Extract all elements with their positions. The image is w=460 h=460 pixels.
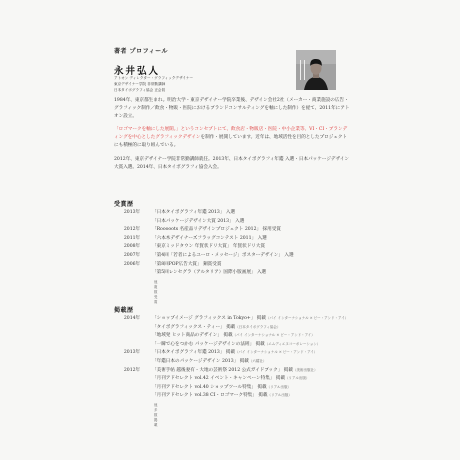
award-text: 「第4回「若者によるユーロ・メッセージ」ポスターデザイン」 入選 bbox=[152, 252, 294, 258]
publication-publisher: （リアル出版） bbox=[267, 393, 292, 398]
concept-highlight: 「ロゴマークを軸にした展開。」というコンセプトにて、飲食店・物販店・医院・中小企業等、VI・CI・ブランディングを中心としたグラフィックデザイン bbox=[114, 127, 348, 141]
publication-text: 「年鑑日本のパッケージデザイン 2013」 掲載 bbox=[152, 358, 249, 364]
author-name: 永井弘人 bbox=[114, 66, 161, 77]
publication-credit: 他 多数掲載 bbox=[154, 402, 158, 427]
publication-text: 「月刊アドセレクト vol.38 CI・ロゴマーク特集」 掲載 bbox=[152, 393, 268, 399]
award-text: 「東京ミッドタウン 年賀状ドリ大賞」 年賀状ドリ大賞 bbox=[152, 244, 266, 250]
publication-title bbox=[152, 392, 292, 398]
publication-title bbox=[152, 384, 291, 390]
award-year: 2012年 bbox=[123, 227, 141, 233]
publication-publisher: （エムディエヌコーポレーション） bbox=[264, 341, 321, 346]
awards-heading: 受賞歴 bbox=[114, 201, 134, 208]
publication-text: 「ショップイメージ グラフィックス in Tokyo+」 掲載 bbox=[152, 316, 266, 321]
publication-year: 2013年 bbox=[123, 350, 141, 356]
award-year: 2011年 bbox=[123, 235, 141, 241]
award-title bbox=[152, 243, 265, 249]
publication-publisher: （美術出版社） bbox=[292, 367, 318, 372]
award-text: 「日本パッケージデザイン大賞 2013」 入選 bbox=[152, 218, 245, 224]
concept-paragraph bbox=[114, 126, 350, 151]
publication-publisher: （パイ インターナショナル × ビー・アンド・アイ） bbox=[235, 350, 318, 355]
author-title-line: 東京デザイナー学院 非常勤講師 bbox=[114, 82, 166, 87]
publication-publisher: （六耀社） bbox=[248, 358, 267, 363]
award-text: 「六本木デザイナーズフラッグコンテスト 2011」 入選 bbox=[152, 235, 267, 241]
publication-publisher: （リアル出版） bbox=[266, 384, 291, 389]
award-text: 「Rooooots 名産品リデザインプロジェクト 2012」 採用受賞 bbox=[152, 227, 281, 233]
award-text: 「日本タイポグラフィ年鑑 2013」 入選 bbox=[152, 210, 236, 215]
publication-text: 「一瞬で心をつかむ パッケージデザインの法則」 掲載 bbox=[152, 341, 265, 347]
portrait-image bbox=[296, 50, 336, 90]
publication-title bbox=[152, 349, 317, 355]
author-title-line: アトオン ディレクター・グラフィックデザイナー bbox=[114, 76, 194, 80]
concept-text: を制作・展開しています。近年は、地域活性を目的としたプロジェクトにも積極的に取り組んでいる。 bbox=[114, 135, 348, 149]
award-title bbox=[152, 226, 281, 232]
publication-year: 2014年 bbox=[123, 316, 141, 321]
publication-title bbox=[152, 341, 320, 347]
publication-publisher: （リアル出版） bbox=[285, 376, 310, 381]
career-paragraph: 2012年、東京デザイナー学院非常勤講師就任。2013年、日本タイポグラフィ年鑑 入選・日本パッケージデザイン大賞入選。2014年、日本タイポグラフィ協会入会。 bbox=[114, 157, 349, 171]
publication-title bbox=[152, 375, 309, 381]
publication-title bbox=[152, 315, 348, 321]
publication-text: 「タイポグラフィックス・ティー」 掲載 bbox=[152, 324, 236, 330]
publication-publisher: （日本タイポグラフィ協会） bbox=[235, 324, 281, 329]
award-title bbox=[152, 209, 235, 215]
publication-text: 「月刊アドセレクト vol.42 イベント・キャンペーン特集」 掲載 bbox=[152, 376, 286, 382]
award-title bbox=[152, 261, 221, 267]
author-titles bbox=[114, 75, 193, 94]
award-title bbox=[152, 252, 294, 258]
award-year: 2013年 bbox=[123, 210, 141, 215]
award-text: 「第5回レンセグラ（アルタリア）国際小版画展」 入選 bbox=[152, 270, 267, 276]
award-text: 「第8回POP広告大賞」 銅賞受賞 bbox=[152, 261, 222, 267]
award-year: 2006年 bbox=[123, 261, 141, 267]
award-credit: 他 複数受賞 bbox=[154, 279, 158, 304]
award-title bbox=[152, 235, 267, 241]
publication-text: 「日本タイポグラフィ年鑑 2013」 掲載 bbox=[152, 350, 236, 356]
publication-text: 「月刊アドセレクト vol.40 ショップツール特集」 掲載 bbox=[152, 384, 267, 390]
publication-text: 「地域発 ヒット商品のデザイン」 掲載 bbox=[152, 333, 233, 339]
publication-title bbox=[152, 367, 317, 373]
award-title bbox=[152, 218, 244, 224]
publication-text: 「美術手帖 越後妻有・大地の芸術祭 2012 公式ガイドブック」 掲載 bbox=[152, 367, 293, 373]
publication-title bbox=[152, 332, 315, 338]
bio-paragraph: 1984年、東京都生まれ。明治大学・東京デザイナー学院卒業後、デザイン会社2社（メーカー・商業施設の広告・グラフィック制作／飲食・物販・医院におけるブランドコンサルティングを軸にした制作）を経て、2011年にアトオン設立。 bbox=[114, 98, 350, 120]
publication-publisher: （パイ インターナショナル × ビー・アンド・アイ） bbox=[265, 316, 349, 320]
publication-publisher: （パイ インターナショナル × ビー・アンド・アイ） bbox=[232, 333, 315, 338]
profile-heading: 著者 プロフィール bbox=[114, 48, 168, 55]
award-year: 2007年 bbox=[123, 252, 141, 258]
publication-year: 2012年 bbox=[123, 367, 141, 373]
author-title-line: 日本タイポグラフィ協会 正会員 bbox=[114, 88, 166, 93]
publication-title bbox=[152, 358, 266, 364]
publication-title bbox=[152, 324, 280, 330]
author-portrait bbox=[296, 50, 336, 90]
award-title bbox=[152, 269, 266, 275]
publications-heading: 掲載歴 bbox=[114, 307, 134, 314]
award-year: 2008年 bbox=[123, 244, 141, 250]
